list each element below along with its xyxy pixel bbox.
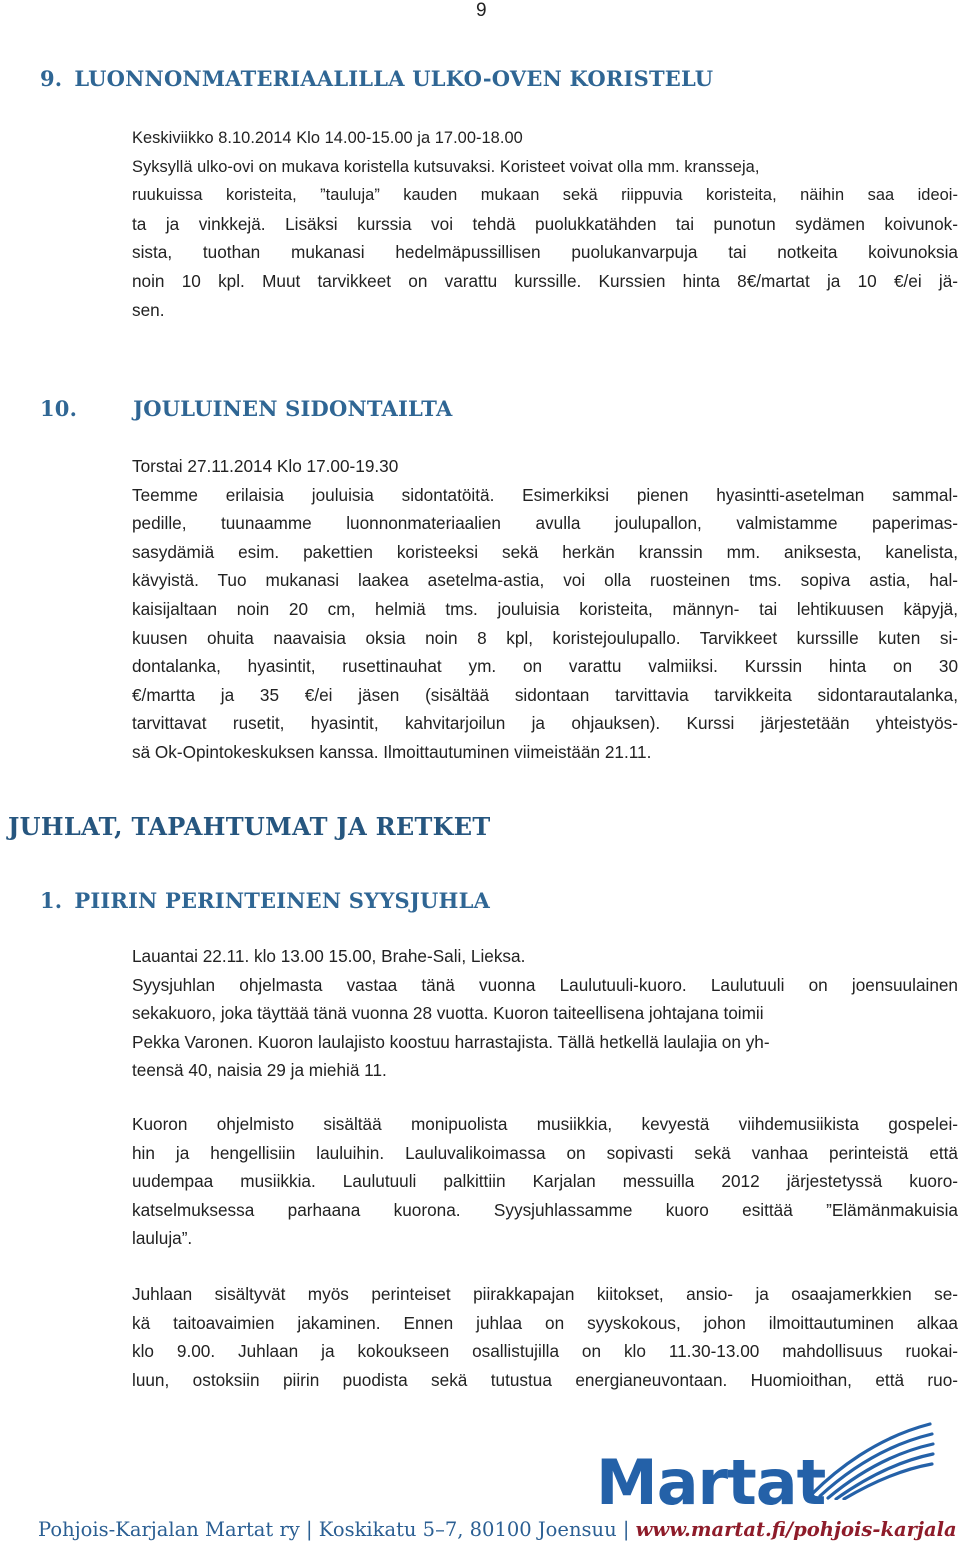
text-line: luun, ostoksiin piirin puodista sekä tutustua energianeuvontaan. Huomioithan, että ruo- [132, 1369, 958, 1390]
footer-address: Koskikatu 5–7, 80100 Joensuu [318, 1518, 617, 1541]
text-line: teensä 40, naisia 29 ja miehiä 11. [132, 1060, 387, 1081]
text-line: tarvittavat rusetit, hyasintit, kahvitarjoilun ja ohjauksen). Kurssi järjestetään yhteistyös- [132, 713, 958, 734]
logo-text: Martat [596, 1446, 826, 1519]
section-9-heading [40, 66, 713, 91]
text-line: ta ja vinkkejä. Lisäksi kurssia voi tehdä puolukkatähden tai punotun sydämen koivunok- [132, 213, 958, 234]
section-9-title: LUONNONMATERIAALILLA ULKO-OVEN KORISTELU [74, 66, 714, 91]
section-1-title: PIIRIN PERINTEINEN SYYSJUHLA [74, 888, 491, 913]
text-line: Teemme erilaisia jouluisia sidontatöitä. Esimerkiksi pienen hyasintti-asetelman sammal- [132, 484, 958, 505]
footer-separator: | [622, 1518, 636, 1541]
text-line: sekakuoro, joka täyttää tänä vuonna 28 vuotta. Kuoron taiteellisena johtajana toimii [132, 1003, 764, 1024]
text-line: sä Ok-Opintokeskuksen kanssa. Ilmoittautuminen viimeistään 21.11. [132, 741, 652, 762]
text-line: Kuoron ohjelmisto sisältää monipuolista musiikkia, kevyestä viihdemusiikista gospelei- [132, 1114, 958, 1134]
text-line: katselmuksessa parhaana kuorona. Syysjuhlassamme kuoro esittää ”Elämänmakuisia [132, 1199, 958, 1220]
text-line: Juhlaan sisältyvät myös perinteiset piirakkapajan kiitokset, ansio- ja osaajamerkkien se- [132, 1284, 958, 1304]
section-1-heading [40, 888, 490, 913]
text-line: hin ja hengellisiin lauluihin. Lauluvalikoimassa on sopivasti sekä vanhaa perinteistä että [132, 1142, 958, 1163]
text-line: Lauantai 22.11. klo 13.00 15.00, Brahe-Sali, Lieksa. [132, 946, 526, 966]
text-line: sen. [132, 299, 165, 320]
section-10-body [132, 452, 958, 767]
section-10-number: 10. [40, 396, 78, 421]
text-line: sista, tuothan mukanasi hedelmäpussillisen puolukanvarpuja tai notkeita koivunoksia [132, 242, 958, 263]
text-line: Pekka Varonen. Kuoron laulajisto koostuu harrastajista. Tällä hetkellä laulajia on yh- [132, 1031, 770, 1052]
text-line: Torstai 27.11.2014 Klo 17.00-19.30 [132, 456, 399, 476]
text-line: klo 9.00. Juhlaan ja kokoukseen osallistujilla on klo 11.30-13.00 mahdollisuus ruokai- [132, 1341, 958, 1362]
text-line: uudempaa musiikkia. Laulutuuli palkittiin Karjalan messuilla 2012 järjestetyssä kuoro- [132, 1171, 958, 1192]
section-10-heading [40, 396, 452, 421]
footer-separator: | [306, 1518, 319, 1541]
text-line: noin 10 kpl. Muut tarvikkeet on varattu kurssille. Kurssien hinta 8€/martat ja 10 €/ei jä- [132, 270, 958, 291]
text-line: ruukuissa koristeita, ”tauluja” kauden mukaan sekä riippuvia koristeita, näihin saa ideoi- [132, 186, 958, 205]
text-line: lauluja”. [132, 1228, 193, 1249]
text-line: kävyistä. Tuo mukanasi laakea asetelma-astia, voi olla ruosteinen tms. sopiva astia, hal- [132, 570, 958, 591]
events-heading: JUHLAT, TAPAHTUMAT JA RETKET [8, 812, 491, 841]
martat-logo [596, 1420, 936, 1519]
text-line: kä taitoavaimien jakaminen. Ennen juhlaa on syyskokous, johon ilmoittautuminen alkaa [132, 1312, 958, 1333]
text-line: pedille, tuunaamme luonnonmateriaalien avulla joulupallon, valmistamme paperimas- [132, 513, 958, 534]
text-line: sasydämiä esim. pakettien koristeeksi sekä herkän kranssin mm. aniksesta, kanelista, [132, 541, 958, 562]
footer-org: Pohjois-Karjalan Martat ry [38, 1518, 300, 1541]
section-9-number: 9. [40, 66, 63, 91]
text-line: kaisijaltaan noin 20 cm, helmiä tms. jouluisia koristeita, männyn- tai lehtikuusen käpyjä, [132, 598, 958, 619]
footer-bar [38, 1518, 957, 1541]
text-line: €/martta ja 35 €/ei jäsen (sisältää sidontaan tarvittavia tarvikkeita sidontarautalanka, [132, 684, 958, 705]
footer-url[interactable]: www.martat.fi/pohjois-karjala [635, 1518, 957, 1541]
section-9-body [132, 124, 958, 324]
section-1-paragraph-2 [132, 1110, 958, 1253]
logo-swoosh-icon [806, 1420, 936, 1500]
text-line: Syysjuhlan ohjelmasta vastaa tänä vuonna Laulutuuli-kuoro. Laulutuuli on joensuulainen [132, 974, 958, 995]
section-10-title: JOULUINEN SIDONTAILTA [133, 396, 453, 421]
section-1-number: 1. [40, 888, 63, 913]
text-line: Keskiviikko 8.10.2014 Klo 14.00-15.00 ja 17.00-18.00 [132, 129, 523, 147]
section-1-paragraph-3 [132, 1280, 958, 1394]
page-number: 9 [476, 0, 487, 21]
section-1-paragraph-1 [132, 942, 958, 1085]
text-line: dontalanka, hyasintit, rusettinauhat ym. on varattu valmiiksi. Kurssin hinta on 30 [132, 656, 958, 677]
text-line: kuusen ohuita naavaisia oksia noin 8 kpl, koristejoulupallo. Tarvikkeet kurssille kuten si- [132, 627, 958, 648]
text-line: Syksyllä ulko-ovi on mukava koristella kutsuvaksi. Koristeet voivat olla mm. kransseja, [132, 157, 760, 176]
